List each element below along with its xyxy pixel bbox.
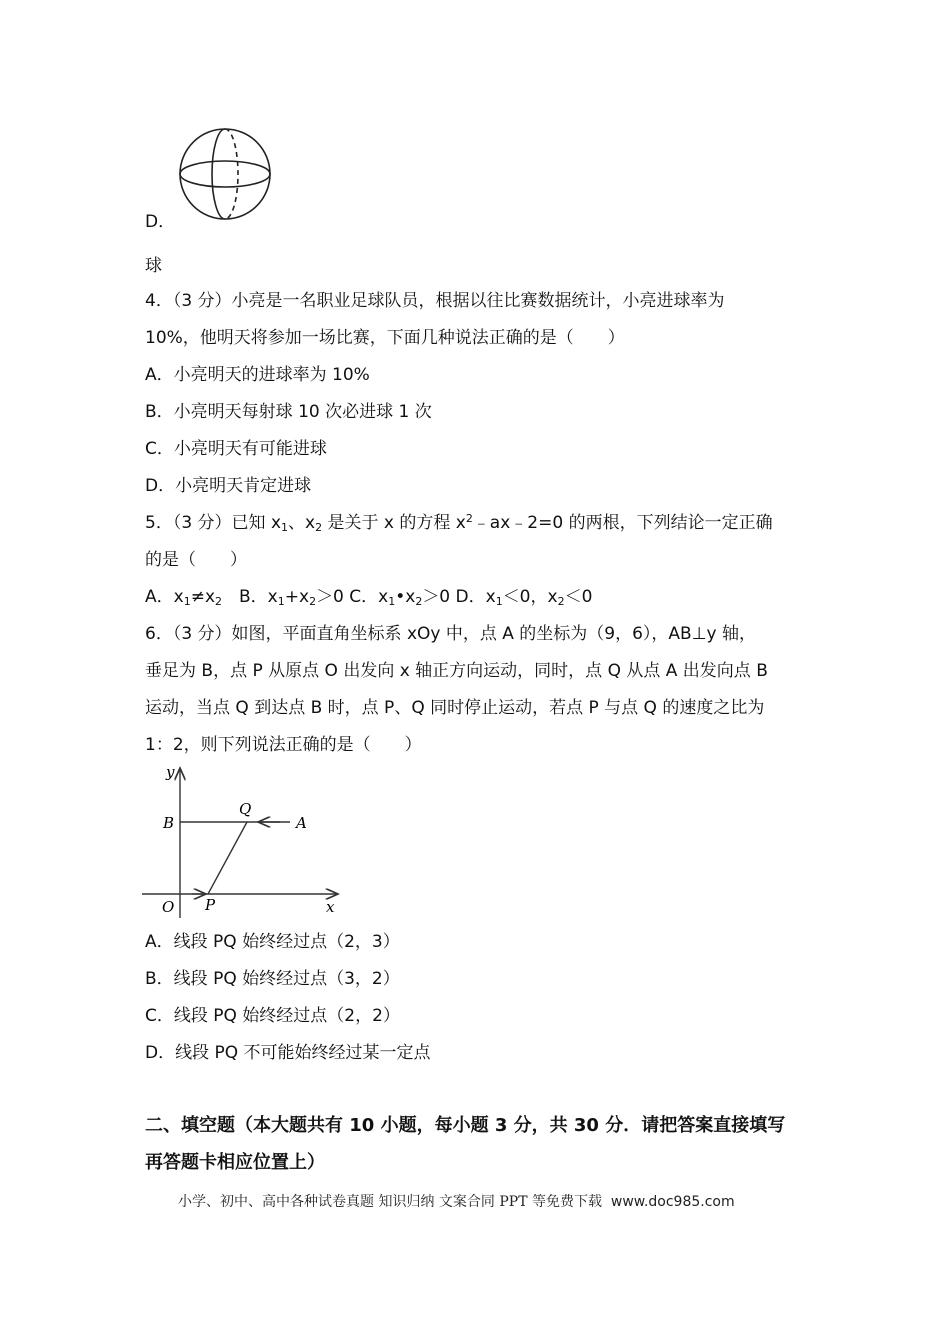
q3-option-d-label: D． [145,212,176,232]
sphere-figure [175,124,275,224]
q4-stem-line2: 10%，他明天将参加一场比赛，下面几种说法正确的是（ ） [145,328,625,348]
label-x: x [326,898,335,916]
q4-option-c: C．小亮明天有可能进球 [145,439,327,459]
q4-option-b: B．小亮明天每射球 10 次必进球 1 次 [145,402,432,422]
q6-option-d: D．线段 PQ 不可能始终经过某一定点 [145,1043,431,1063]
q4-option-a: A．小亮明天的进球率为 10% [145,365,370,385]
q6-option-c: C．线段 PQ 始终经过点（2，2） [145,1006,400,1026]
q5-stem-line1: 5．（3 分）已知 $x_1$、$x_2$ 是关于 x 的方程 $x^2﹣ax﹣2=0$ 的两根，下列结论一定正确 [145,512,773,534]
sphere-icon [180,129,270,219]
label-b: B [163,814,175,832]
label-p: P [205,896,216,914]
label-q: Q [239,800,252,818]
q3-option-d-caption: 球 [145,256,162,276]
q6-stem-line4: 1：2，则下列说法正确的是（ ） [145,735,422,755]
label-o: O [162,898,175,916]
q5-options: A．$x_1\ne x_2$ B．$x_1+x_2>0$ C．$x_1•x_2>0$ D．$x_1<0$，$x_2<0$ [145,587,593,608]
footer-text: 小学、初中、高中各种试卷真题 知识归纳 文案合同 PPT 等免费下载 [178,1194,602,1210]
footer-url[interactable]: www.doc985.com [610,1194,735,1210]
q4-stem-line1: 4．（3 分）小亮是一名职业足球队员，根据以往比赛数据统计，小亮进球率为 [145,291,725,311]
q6-stem-line2: 垂足为 B，点 P 从原点 O 出发向 x 轴正方向运动，同时，点 Q 从点 A 出发向点 B [145,661,768,681]
section2-heading-line2: 再答题卡相应位置上） [145,1152,325,1173]
section2-heading-line1: 二、填空题（本大题共有 10 小题，每小题 3 分，共 30 分．请把答案直接填写 [145,1115,786,1136]
segment-pq [208,822,247,894]
page-footer [178,1191,735,1211]
q6-stem-line1: 6．（3 分）如图，平面直角坐标系 xOy 中，点 A 的坐标为（9，6），AB⊥y 轴， [145,624,756,644]
q4-option-d: D．小亮明天肯定进球 [145,476,312,496]
coordinate-figure [140,760,355,920]
label-y: y [166,763,175,781]
q5-stem-line2: 的是（ ） [145,550,247,570]
label-a: A [296,814,307,832]
q6-option-b: B．线段 PQ 始终经过点（3，2） [145,969,400,989]
q6-option-a: A．线段 PQ 始终经过点（2，3） [145,932,400,952]
q6-stem-line3: 运动，当点 Q 到达点 B 时，点 P、Q 同时停止运动，若点 P 与点 Q 的速度之比为 [145,698,765,718]
